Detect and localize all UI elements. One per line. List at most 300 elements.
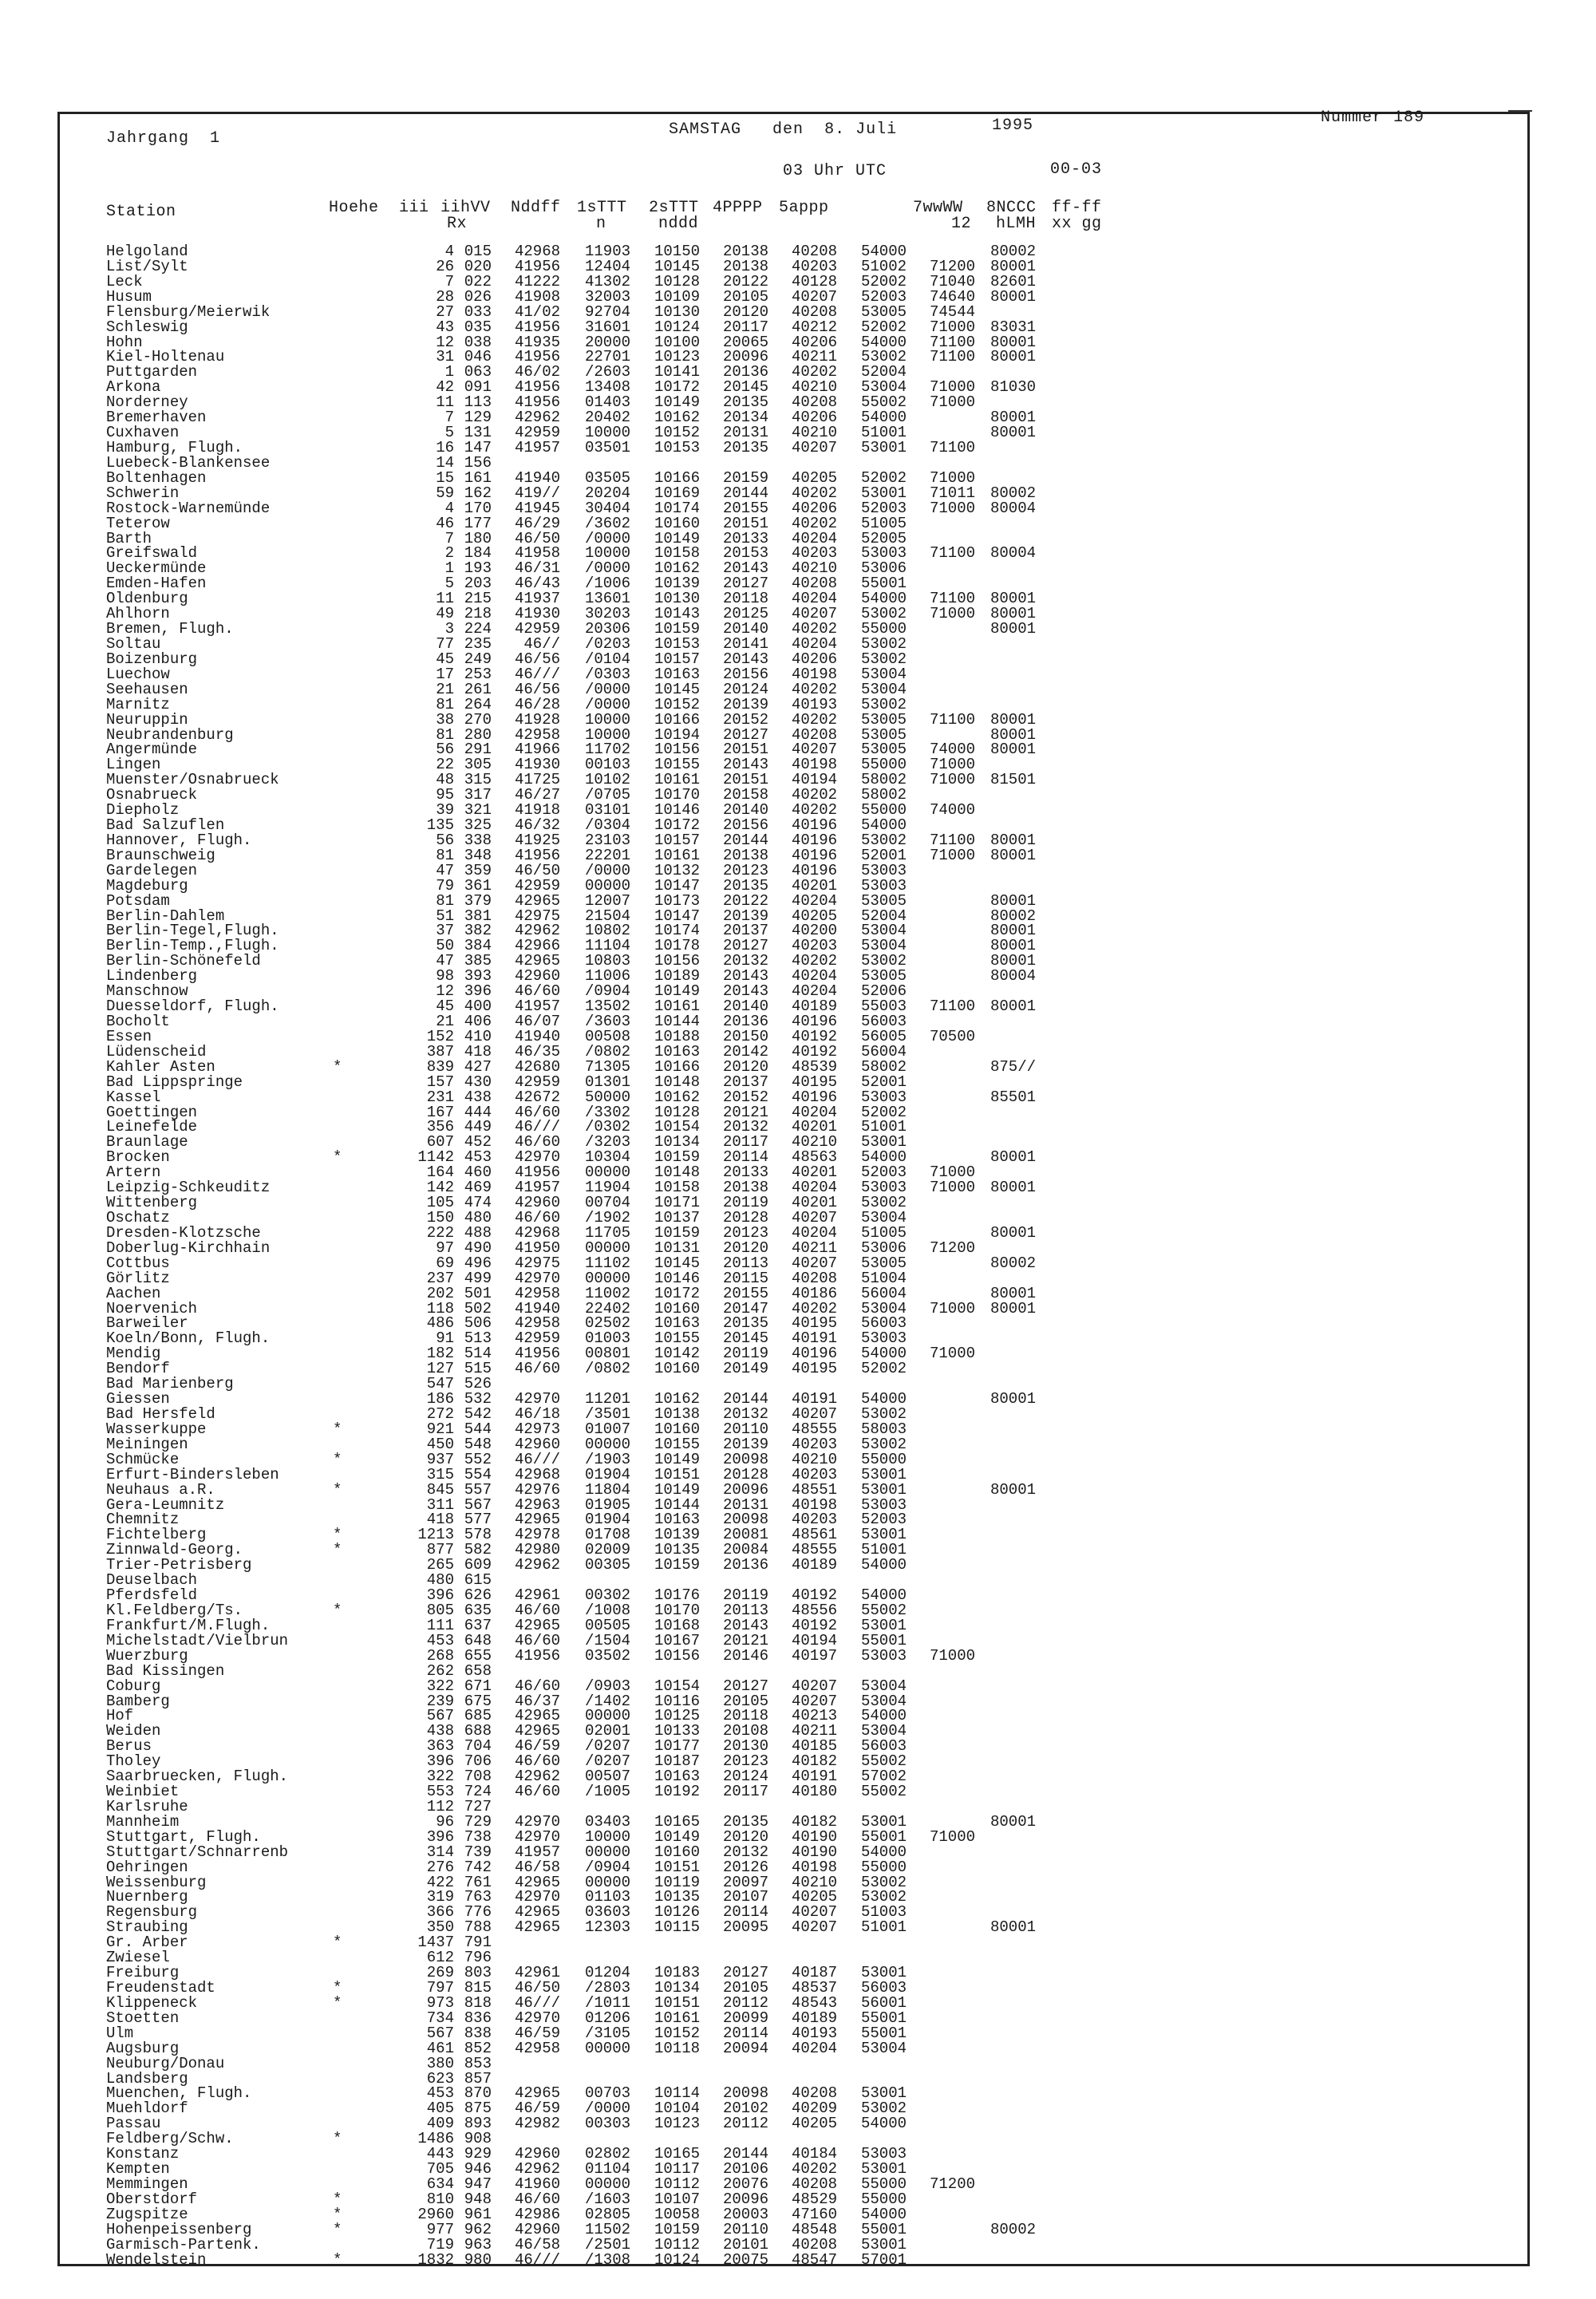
eight-nccc: 80001: [990, 922, 1037, 940]
one-sttt: 10158: [654, 1179, 700, 1197]
seven-wwww: 71100: [930, 438, 976, 456]
eight-nccc: 80001: [990, 620, 1037, 638]
two-sttt: 20135: [722, 1812, 768, 1831]
eight-nccc: 875//: [990, 1057, 1037, 1076]
four-pppp: 40208: [791, 725, 837, 744]
four-pppp: 40210: [791, 1450, 837, 1468]
eight-nccc: 80004: [990, 967, 1037, 986]
eight-nccc: 80001: [990, 1299, 1037, 1317]
iihvv: 46///: [514, 1450, 560, 1468]
mountain-marker: *: [333, 2220, 342, 2238]
one-sttt: 10168: [654, 1616, 700, 1634]
station-name: Chemnitz: [106, 1511, 180, 1529]
station-name: Landsberg: [106, 2069, 188, 2088]
one-sttt: 10154: [654, 1677, 700, 1695]
five-appp: 58002: [860, 1057, 907, 1076]
nddff: 01403: [584, 393, 630, 412]
iii: 280: [464, 725, 492, 744]
five-appp: 55001: [860, 1827, 907, 1846]
iihvv: 42962: [514, 1556, 560, 1574]
one-sttt: 10118: [654, 2039, 700, 2057]
station-name: Kl.Feldberg/Ts.: [106, 1601, 243, 1619]
two-sttt: 20123: [722, 1223, 768, 1242]
station-name: Pferdsfeld: [106, 1586, 198, 1605]
four-pppp: 40204: [791, 2039, 837, 2057]
nddff: /0903: [584, 1677, 630, 1695]
station-name: Muenchen, Flugh.: [106, 2084, 252, 2103]
iihvv: 41956: [514, 846, 560, 864]
iihvv: 41956: [514, 348, 560, 366]
two-sttt: 20127: [722, 1677, 768, 1695]
iii: 515: [464, 1360, 492, 1378]
one-sttt: 10116: [654, 1692, 700, 1710]
station-name: Soltau: [106, 634, 161, 653]
hoehe: 547: [426, 1375, 454, 1393]
seven-wwww: 71100: [930, 831, 976, 849]
five-appp: 53004: [860, 2039, 907, 2057]
table-row: [106, 468, 1104, 487]
iii: 929: [464, 2145, 492, 2163]
five-appp: 58002: [860, 771, 907, 789]
hoehe: 634: [426, 2175, 454, 2193]
two-sttt: 20158: [722, 786, 768, 804]
station-name: Ulm: [106, 2024, 134, 2042]
one-sttt: 10176: [654, 1586, 700, 1605]
two-sttt: 20138: [722, 1179, 768, 1197]
four-pppp: 40189: [791, 1556, 837, 1574]
station-name: Neuruppin: [106, 710, 188, 729]
hoehe: 418: [426, 1511, 454, 1529]
iii: 791: [464, 1934, 492, 1952]
iii: 091: [464, 378, 492, 397]
iii: 193: [464, 559, 492, 578]
iihvv: 42965: [514, 891, 560, 910]
mountain-marker: *: [333, 1526, 342, 1544]
five-appp: 53004: [860, 680, 907, 698]
iii: 963: [464, 2235, 492, 2254]
nddff: 00000: [584, 1435, 630, 1453]
mountain-marker: *: [333, 1480, 342, 1499]
iii: 396: [464, 982, 492, 1001]
one-sttt: 10112: [654, 2235, 700, 2254]
eight-nccc: 83031: [990, 318, 1037, 336]
station-name: Fichtelberg: [106, 1526, 207, 1544]
one-sttt: 10162: [654, 409, 700, 427]
station-name: Bocholt: [106, 1013, 170, 1031]
hoehe: 1486: [417, 2130, 454, 2148]
five-appp: 51001: [860, 1541, 907, 1559]
table-row: [106, 2235, 1104, 2254]
period-range: 00-03: [1050, 160, 1103, 179]
five-appp: 52002: [860, 318, 907, 336]
one-sttt: 10155: [654, 1435, 700, 1453]
hoehe: 118: [426, 1299, 454, 1317]
hoehe: 319: [426, 1888, 454, 1906]
one-sttt: 10163: [654, 1511, 700, 1529]
station-name: Weinbiet: [106, 1783, 180, 1801]
station-name: Brocken: [106, 1148, 170, 1167]
iii: 532: [464, 1390, 492, 1408]
den-label: den: [772, 120, 804, 139]
four-pppp: 40191: [791, 1329, 837, 1348]
table-row: [106, 2041, 1104, 2056]
iihvv: 41957: [514, 997, 560, 1016]
five-appp: 53005: [860, 967, 907, 986]
four-pppp: 40196: [791, 1088, 837, 1106]
station-name: Karlsruhe: [106, 1797, 188, 1815]
iii: 474: [464, 1194, 492, 1212]
station-name: Lüdenscheid: [106, 1042, 207, 1061]
four-pppp: 40196: [791, 846, 837, 864]
hoehe: 262: [426, 1661, 454, 1680]
four-pppp: 40204: [791, 634, 837, 653]
two-sttt: 20126: [722, 1858, 768, 1876]
table-row: [106, 486, 1104, 501]
iii: 658: [464, 1661, 492, 1680]
nddff: 32003: [584, 287, 630, 306]
nddff: /0304: [584, 816, 630, 835]
one-sttt: 10152: [654, 2024, 700, 2042]
iihvv: 46/50: [514, 529, 560, 547]
iihvv: 42965: [514, 1918, 560, 1937]
five-appp: 53005: [860, 741, 907, 759]
iihvv: 42960: [514, 2145, 560, 2163]
iihvv: 41958: [514, 544, 560, 563]
two-sttt: 20144: [722, 484, 768, 502]
eight-nccc: 80001: [990, 937, 1037, 955]
iii: 305: [464, 756, 492, 774]
iii: 026: [464, 287, 492, 306]
nddff: /0904: [584, 1858, 630, 1876]
nddff: /0000: [584, 695, 630, 713]
table-row: [106, 501, 1104, 516]
mountain-marker: *: [333, 1601, 342, 1619]
table-row: [106, 1661, 1104, 1680]
four-pppp: 48555: [791, 1420, 837, 1438]
station-name: Noervenich: [106, 1299, 198, 1317]
iihvv: 41956: [514, 393, 560, 412]
station-name: Barth: [106, 529, 152, 547]
one-sttt: 10177: [654, 1737, 700, 1756]
two-sttt: 20143: [722, 982, 768, 1001]
five-appp: 51002: [860, 257, 907, 275]
table-row: [106, 710, 1104, 729]
hoehe: 51: [436, 907, 454, 925]
hoehe: 269: [426, 1964, 454, 1982]
four-pppp: 40193: [791, 695, 837, 713]
hoehe: 2: [444, 544, 454, 563]
five-appp: 56003: [860, 1979, 907, 1997]
station-name: Bad Kissingen: [106, 1661, 225, 1680]
nddff: 10000: [584, 424, 630, 442]
hoehe: 39: [436, 801, 454, 820]
hoehe: 734: [426, 2009, 454, 2027]
col-2sttt-label: 2sTTT: [649, 199, 699, 217]
nddff: 10803: [584, 952, 630, 970]
five-appp: 51005: [860, 1223, 907, 1242]
iihvv: 42970: [514, 1888, 560, 1906]
four-pppp: 40192: [791, 1027, 837, 1045]
two-sttt: 20121: [722, 1103, 768, 1121]
two-sttt: 20143: [722, 650, 768, 668]
nddff: 00303: [584, 2115, 630, 2133]
col-7wwww: [913, 200, 971, 232]
hoehe: 152: [426, 1027, 454, 1045]
two-sttt: 20155: [722, 1284, 768, 1302]
iihvv: 42961: [514, 1586, 560, 1605]
iii: 381: [464, 907, 492, 925]
two-sttt: 20133: [722, 529, 768, 547]
hoehe: 486: [426, 1314, 454, 1333]
iihvv: 46/18: [514, 1404, 560, 1423]
four-pppp: 40196: [791, 816, 837, 835]
one-sttt: 10161: [654, 771, 700, 789]
iii: 962: [464, 2220, 492, 2238]
nddff: /0207: [584, 1752, 630, 1771]
iihvv: 42965: [514, 1903, 560, 1922]
five-appp: 53003: [860, 876, 907, 895]
iihvv: 46/27: [514, 786, 560, 804]
two-sttt: 20117: [722, 1133, 768, 1151]
iihvv: 41960: [514, 2175, 560, 2193]
table-row: [106, 1452, 1104, 1467]
four-pppp: 40202: [791, 363, 837, 381]
five-appp: 53002: [860, 1404, 907, 1423]
two-sttt: 20108: [722, 1722, 768, 1740]
one-sttt: 10128: [654, 1103, 700, 1121]
table-row: [106, 1090, 1104, 1105]
iii: 501: [464, 1284, 492, 1302]
one-sttt: 10135: [654, 1888, 700, 1906]
one-sttt: 10152: [654, 695, 700, 713]
jahrgang-value: 1: [210, 129, 221, 148]
table-row: [106, 453, 1104, 472]
five-appp: 54000: [860, 1586, 907, 1605]
four-pppp: 40210: [791, 559, 837, 578]
nddff: 10000: [584, 725, 630, 744]
iihvv: 46/60: [514, 1631, 560, 1649]
iii: 552: [464, 1450, 492, 1468]
iii: 796: [464, 1949, 492, 1967]
two-sttt: 20140: [722, 997, 768, 1016]
hoehe: 877: [426, 1541, 454, 1559]
two-sttt: 20098: [722, 1511, 768, 1529]
table-row: [106, 1679, 1104, 1694]
five-appp: 53004: [860, 378, 907, 397]
seven-wwww: 71000: [930, 1646, 976, 1665]
two-sttt: 20123: [722, 1752, 768, 1771]
five-appp: 53003: [860, 1495, 907, 1514]
two-sttt: 20114: [722, 1903, 768, 1922]
station-name: Luebeck-Blankensee: [106, 453, 271, 472]
five-appp: 51001: [860, 1918, 907, 1937]
iii: 502: [464, 1299, 492, 1317]
station-name: Berlin-Dahlem: [106, 907, 225, 925]
iii: 685: [464, 1707, 492, 1725]
iii: 215: [464, 590, 492, 608]
one-sttt: 10159: [654, 1223, 700, 1242]
iihvv: 41957: [514, 1179, 560, 1197]
one-sttt: 10170: [654, 786, 700, 804]
four-pppp: 40186: [791, 1284, 837, 1302]
hoehe: 268: [426, 1646, 454, 1665]
two-sttt: 20133: [722, 1163, 768, 1182]
station-name: Deuselbach: [106, 1571, 198, 1590]
five-appp: 53001: [860, 1526, 907, 1544]
hoehe: 48: [436, 771, 454, 789]
five-appp: 54000: [860, 1843, 907, 1861]
station-name: Weissenburg: [106, 1873, 207, 1891]
seven-wwww: 71000: [930, 318, 976, 336]
five-appp: 55003: [860, 997, 907, 1016]
one-sttt: 10114: [654, 2084, 700, 2103]
seven-wwww: 71000: [930, 499, 976, 517]
nddff: /3603: [584, 1013, 630, 1031]
nddff: /3105: [584, 2024, 630, 2042]
nddff: 03501: [584, 438, 630, 456]
seven-wwww: 74000: [930, 741, 976, 759]
nddff: 00505: [584, 1616, 630, 1634]
iihvv: 42959: [514, 620, 560, 638]
iihvv: 42970: [514, 2009, 560, 2027]
two-sttt: 20138: [722, 846, 768, 864]
one-sttt: 10149: [654, 1827, 700, 1846]
table-row: [106, 2192, 1104, 2207]
one-sttt: 10124: [654, 2250, 700, 2269]
station-name: Gera-Leumnitz: [106, 1495, 225, 1514]
hoehe: 26: [436, 257, 454, 275]
four-pppp: 48539: [791, 1057, 837, 1076]
four-pppp: 40198: [791, 1858, 837, 1876]
four-pppp: 40185: [791, 1737, 837, 1756]
station-name: Berlin-Schönefeld: [106, 952, 261, 970]
five-appp: 53004: [860, 1677, 907, 1695]
iii: 776: [464, 1903, 492, 1922]
four-pppp: 40192: [791, 1616, 837, 1634]
col-ff: [1052, 200, 1102, 232]
table-row: [106, 1812, 1104, 1831]
five-appp: 55001: [860, 1631, 907, 1649]
four-pppp: 40202: [791, 801, 837, 820]
station-name: Seehausen: [106, 680, 188, 698]
iii: 384: [464, 937, 492, 955]
station-name: Goettingen: [106, 1103, 198, 1121]
two-sttt: 20124: [722, 1768, 768, 1786]
iii: 325: [464, 816, 492, 835]
nddff: 03101: [584, 801, 630, 820]
seven-wwww: 71200: [930, 2175, 976, 2193]
station-name: Wittenberg: [106, 1194, 198, 1212]
two-sttt: 20120: [722, 302, 768, 321]
hoehe: 461: [426, 2039, 454, 2057]
table-row: [106, 1437, 1104, 1452]
one-sttt: 10142: [654, 1345, 700, 1363]
iii: 727: [464, 1797, 492, 1815]
table-row: [106, 320, 1104, 335]
station-name: Meiningen: [106, 1435, 188, 1453]
station-name: Hamburg, Flugh.: [106, 438, 243, 456]
two-sttt: 20112: [722, 2115, 768, 2133]
five-appp: 53004: [860, 1299, 907, 1317]
eight-nccc: 80001: [990, 348, 1037, 366]
nddff: 00000: [584, 1707, 630, 1725]
four-pppp: 40207: [791, 1692, 837, 1710]
nddff: /1011: [584, 1993, 630, 2012]
nddff: 01007: [584, 1420, 630, 1438]
eight-nccc: 80002: [990, 1254, 1037, 1272]
col-8nccc-label: 8NCCC: [986, 199, 1037, 217]
iii: 542: [464, 1404, 492, 1423]
four-pppp: 40203: [791, 937, 837, 955]
iihvv: 42959: [514, 1072, 560, 1091]
nddff: 13601: [584, 590, 630, 608]
five-appp: 53006: [860, 559, 907, 578]
one-sttt: 10165: [654, 2145, 700, 2163]
iihvv: 42965: [514, 1722, 560, 1740]
hoehe: 157: [426, 1072, 454, 1091]
five-appp: 55000: [860, 2190, 907, 2208]
seven-wwww: 71100: [930, 997, 976, 1016]
col-iihvv: [440, 200, 491, 232]
hoehe: 11: [436, 590, 454, 608]
station-name: Regensburg: [106, 1903, 198, 1922]
station-name: Passau: [106, 2115, 161, 2133]
station-name: Hohenpeissenberg: [106, 2220, 252, 2238]
iihvv: 42970: [514, 1812, 560, 1831]
five-appp: 58003: [860, 1420, 907, 1438]
four-pppp: 40206: [791, 499, 837, 517]
station-name: Nuernberg: [106, 1888, 188, 1906]
five-appp: 53004: [860, 1209, 907, 1227]
two-sttt: 20152: [722, 710, 768, 729]
table-row: [106, 1618, 1104, 1633]
mountain-marker: *: [333, 1979, 342, 1997]
iii: 427: [464, 1057, 492, 1076]
iii: 496: [464, 1254, 492, 1272]
one-sttt: 10126: [654, 1903, 700, 1922]
five-appp: 51001: [860, 1118, 907, 1136]
iii: 469: [464, 1179, 492, 1197]
nddff: 13408: [584, 378, 630, 397]
station-name: Berus: [106, 1737, 152, 1756]
table-row: [106, 1256, 1104, 1271]
eight-nccc: 80001: [990, 725, 1037, 744]
four-pppp: 40201: [791, 1163, 837, 1182]
one-sttt: 10134: [654, 1133, 700, 1151]
hoehe: 182: [426, 1345, 454, 1363]
two-sttt: 20145: [722, 378, 768, 397]
one-sttt: 10137: [654, 1209, 700, 1227]
iihvv: 46/60: [514, 1209, 560, 1227]
iii: 203: [464, 575, 492, 593]
iihvv: 46///: [514, 665, 560, 683]
two-sttt: 20142: [722, 1042, 768, 1061]
station-name: Garmisch-Partenk.: [106, 2235, 261, 2254]
two-sttt: 20127: [722, 1964, 768, 1982]
hoehe: 150: [426, 1209, 454, 1227]
five-appp: 55000: [860, 2175, 907, 2193]
five-appp: 53003: [860, 2145, 907, 2163]
hoehe: 49: [436, 605, 454, 623]
hoehe: 95: [436, 786, 454, 804]
two-sttt: 20127: [722, 937, 768, 955]
station-name: Neuburg/Donau: [106, 2054, 225, 2072]
one-sttt: 10144: [654, 1013, 700, 1031]
four-pppp: 48555: [791, 1541, 837, 1559]
station-name: Barweiler: [106, 1314, 188, 1333]
iii: 655: [464, 1646, 492, 1665]
two-sttt: 20117: [722, 1783, 768, 1801]
